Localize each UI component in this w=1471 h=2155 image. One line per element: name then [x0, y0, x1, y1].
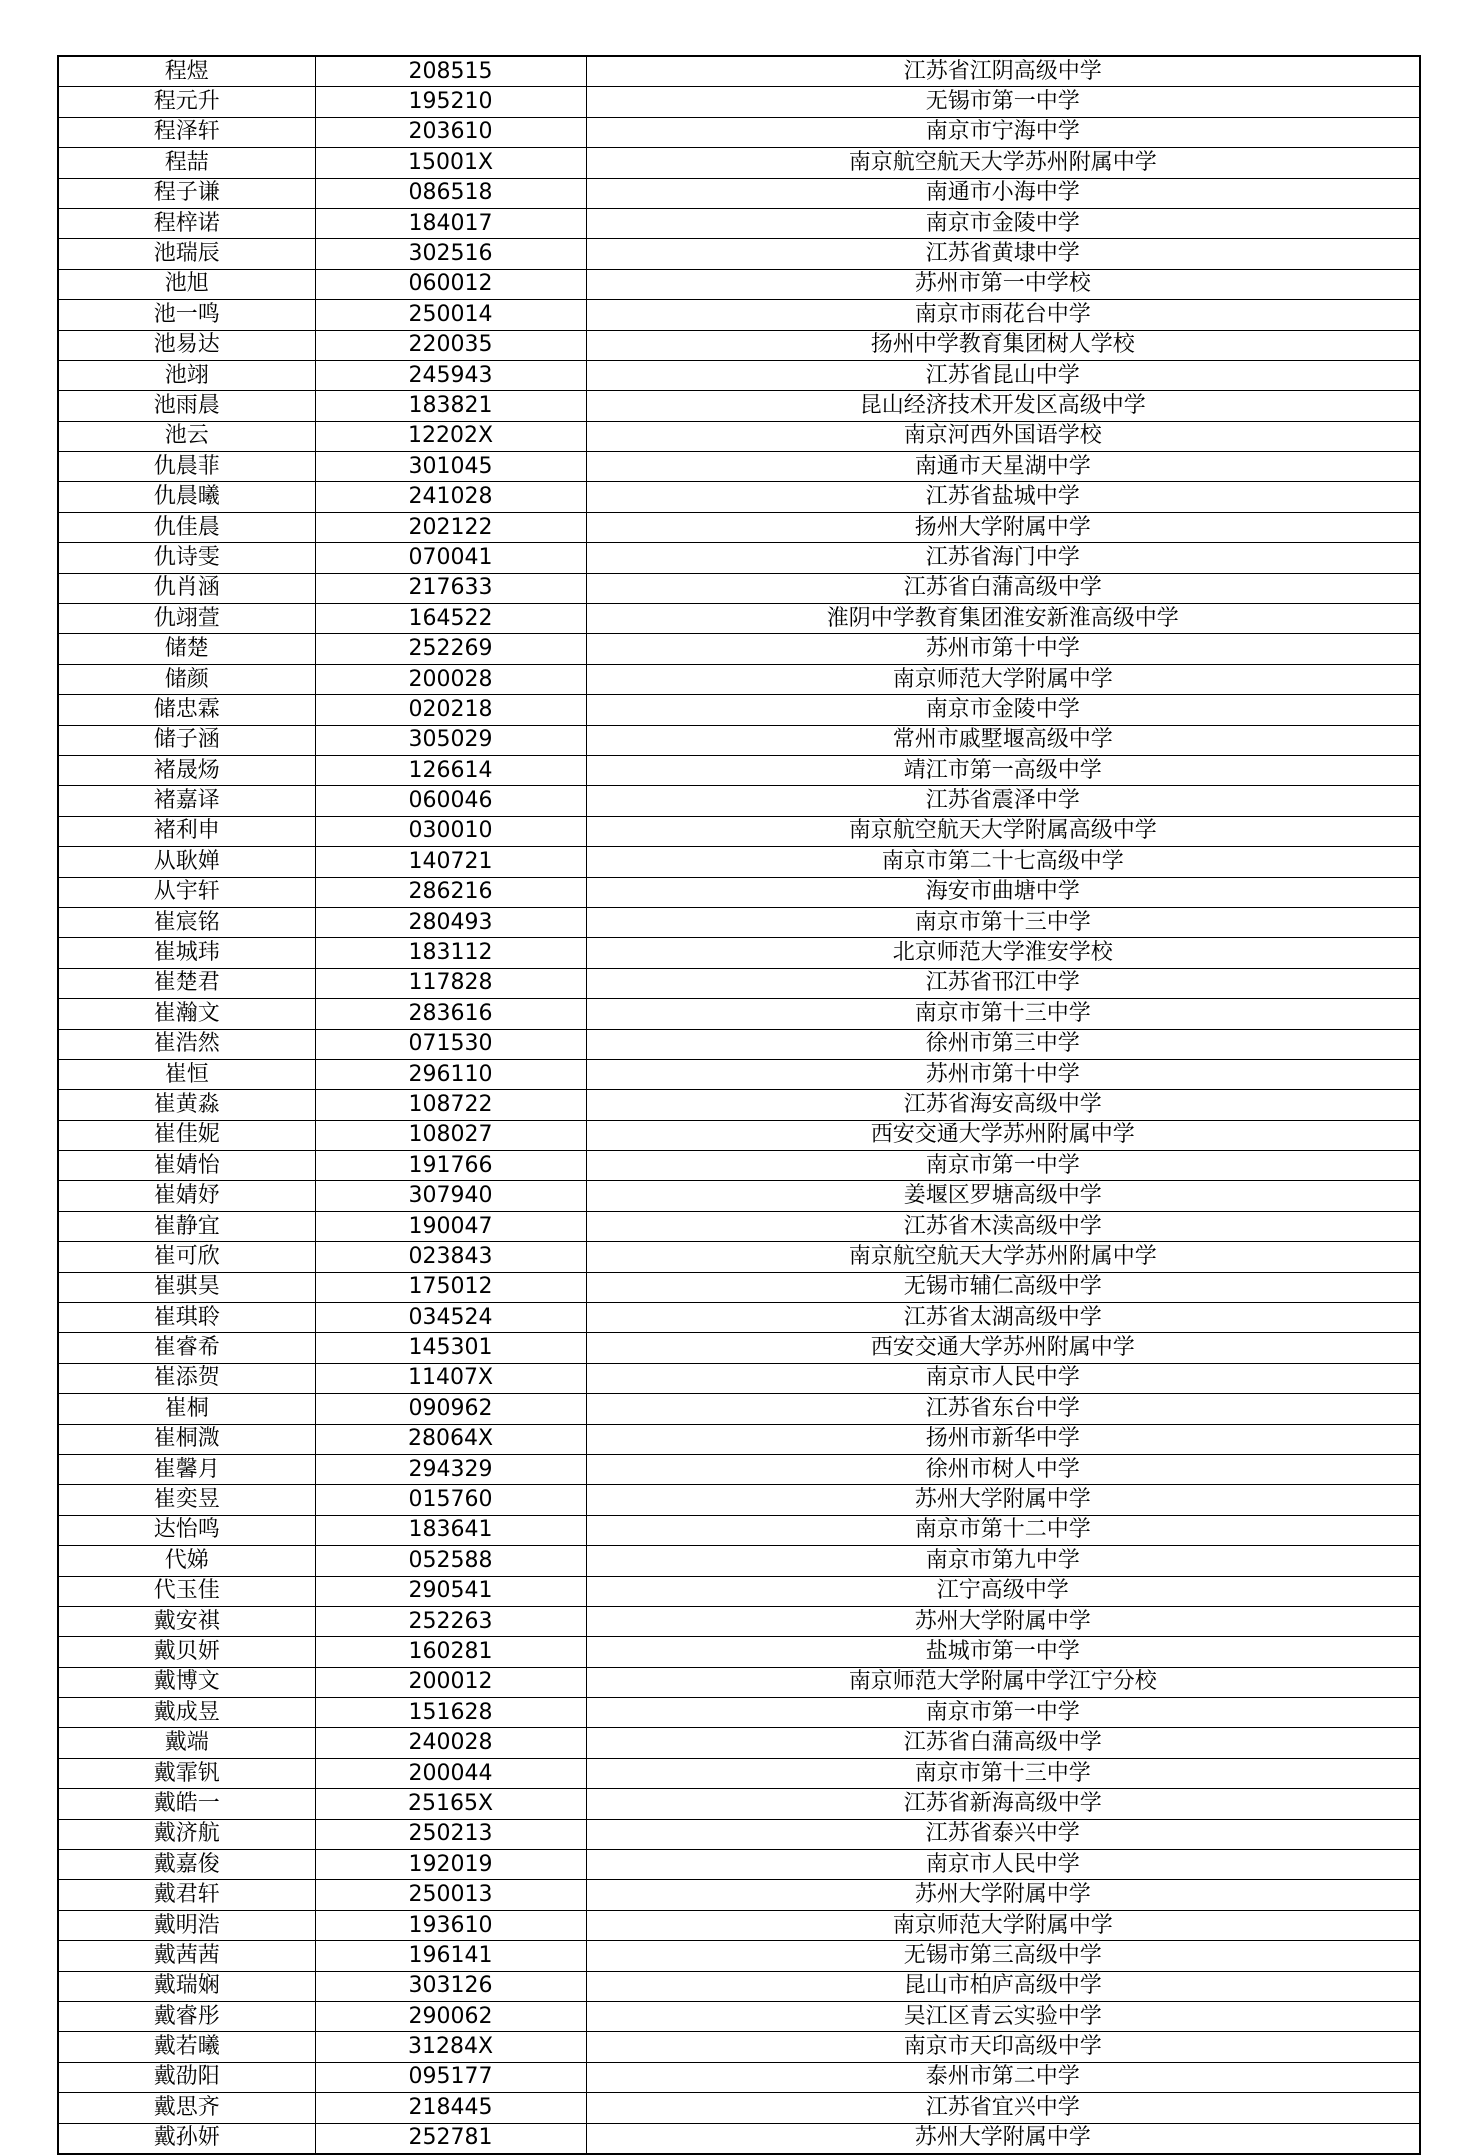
student-id-cell: 252781 — [315, 2123, 586, 2154]
student-id-cell: 200044 — [315, 1758, 586, 1788]
student-id-cell: 25165X — [315, 1789, 586, 1819]
school-cell: 南京市第十三中学 — [586, 907, 1420, 937]
table-row — [58, 269, 1420, 299]
student-name-cell: 崔恒 — [58, 1059, 315, 1089]
student-name-cell: 崔黄淼 — [58, 1090, 315, 1120]
student-name-cell: 程喆 — [58, 148, 315, 178]
student-id-cell: 086518 — [315, 178, 586, 208]
table-row — [58, 1819, 1420, 1849]
school-cell: 苏州大学附属中学 — [586, 1880, 1420, 1910]
table-row — [58, 1333, 1420, 1363]
table-row — [58, 1029, 1420, 1059]
student-name-cell: 崔馨月 — [58, 1454, 315, 1484]
student-id-cell: 175012 — [315, 1272, 586, 1302]
school-cell: 南京市金陵中学 — [586, 695, 1420, 725]
student-name-cell: 代玉佳 — [58, 1576, 315, 1606]
table-row — [58, 1576, 1420, 1606]
school-cell: 南京市第一中学 — [586, 1151, 1420, 1181]
student-id-cell: 060046 — [315, 786, 586, 816]
student-id-cell: 183112 — [315, 938, 586, 968]
student-name-cell: 戴劭阳 — [58, 2062, 315, 2092]
table-row — [58, 1272, 1420, 1302]
student-name-cell: 程子谦 — [58, 178, 315, 208]
school-cell: 江苏省昆山中学 — [586, 360, 1420, 390]
student-id-cell: 12202X — [315, 421, 586, 451]
table-row — [58, 178, 1420, 208]
table-row — [58, 117, 1420, 147]
student-id-cell: 283616 — [315, 999, 586, 1029]
table-row — [58, 1941, 1420, 1971]
student-id-cell: 151628 — [315, 1698, 586, 1728]
school-cell: 苏州市第十中学 — [586, 1059, 1420, 1089]
student-name-cell: 崔瀚文 — [58, 999, 315, 1029]
school-cell: 吴江区青云实验中学 — [586, 2002, 1420, 2032]
student-id-cell: 250013 — [315, 1880, 586, 1910]
student-name-cell: 崔静宜 — [58, 1211, 315, 1241]
student-name-cell: 戴皓一 — [58, 1789, 315, 1819]
student-id-cell: 31284X — [315, 2032, 586, 2062]
student-id-cell: 307940 — [315, 1181, 586, 1211]
school-cell: 南京市第二十七高级中学 — [586, 847, 1420, 877]
student-id-cell: 164522 — [315, 604, 586, 634]
school-cell: 江苏省震泽中学 — [586, 786, 1420, 816]
student-name-cell: 戴济航 — [58, 1819, 315, 1849]
student-name-cell: 程梓诺 — [58, 208, 315, 238]
student-name-cell: 戴博文 — [58, 1667, 315, 1697]
table-row — [58, 1606, 1420, 1636]
school-cell: 南京河西外国语学校 — [586, 421, 1420, 451]
student-name-cell: 代娣 — [58, 1546, 315, 1576]
table-row — [58, 1151, 1420, 1181]
student-name-cell: 戴瑞娴 — [58, 1971, 315, 2001]
student-id-cell: 252269 — [315, 634, 586, 664]
school-cell: 南京市人民中学 — [586, 1363, 1420, 1393]
student-id-cell: 200028 — [315, 664, 586, 694]
table-row — [58, 421, 1420, 451]
school-cell: 南通市小海中学 — [586, 178, 1420, 208]
school-cell: 常州市戚墅堰高级中学 — [586, 725, 1420, 755]
student-id-cell: 015760 — [315, 1485, 586, 1515]
table-row — [58, 573, 1420, 603]
student-name-cell: 崔城玮 — [58, 938, 315, 968]
table-row — [58, 2002, 1420, 2032]
student-id-cell: 183641 — [315, 1515, 586, 1545]
student-name-cell: 戴成昱 — [58, 1698, 315, 1728]
school-cell: 苏州市第十中学 — [586, 634, 1420, 664]
student-id-cell: 303126 — [315, 1971, 586, 2001]
table-row — [58, 2032, 1420, 2062]
student-name-cell: 池翊 — [58, 360, 315, 390]
table-row — [58, 2093, 1420, 2123]
school-cell: 扬州大学附属中学 — [586, 512, 1420, 542]
student-id-cell: 217633 — [315, 573, 586, 603]
student-id-cell: 203610 — [315, 117, 586, 147]
student-id-cell: 286216 — [315, 877, 586, 907]
student-id-cell: 090962 — [315, 1394, 586, 1424]
table-row — [58, 755, 1420, 785]
student-name-cell: 仇翊萱 — [58, 604, 315, 634]
school-cell: 南京市金陵中学 — [586, 208, 1420, 238]
student-id-cell: 160281 — [315, 1637, 586, 1667]
student-id-cell: 296110 — [315, 1059, 586, 1089]
student-name-cell: 崔睿希 — [58, 1333, 315, 1363]
school-cell: 南京师范大学附属中学 — [586, 664, 1420, 694]
school-cell: 江苏省海安高级中学 — [586, 1090, 1420, 1120]
student-name-cell: 池一鸣 — [58, 300, 315, 330]
student-id-cell: 195210 — [315, 87, 586, 117]
table-row — [58, 1485, 1420, 1515]
student-id-cell: 191766 — [315, 1151, 586, 1181]
school-cell: 南京市第十三中学 — [586, 999, 1420, 1029]
table-body — [58, 56, 1420, 2154]
school-cell: 海安市曲塘中学 — [586, 877, 1420, 907]
student-id-cell: 290062 — [315, 2002, 586, 2032]
student-name-cell: 池云 — [58, 421, 315, 451]
school-cell: 江宁高级中学 — [586, 1576, 1420, 1606]
student-id-cell: 126614 — [315, 755, 586, 785]
student-id-cell: 071530 — [315, 1029, 586, 1059]
student-id-cell: 052588 — [315, 1546, 586, 1576]
school-cell: 江苏省宜兴中学 — [586, 2093, 1420, 2123]
table-row — [58, 148, 1420, 178]
student-name-cell: 戴霏钒 — [58, 1758, 315, 1788]
table-row — [58, 1303, 1420, 1333]
student-name-cell: 崔婧妤 — [58, 1181, 315, 1211]
student-id-cell: 192019 — [315, 1850, 586, 1880]
school-cell: 无锡市第一中学 — [586, 87, 1420, 117]
school-cell: 昆山市柏庐高级中学 — [586, 1971, 1420, 2001]
student-name-cell: 达怡鸣 — [58, 1515, 315, 1545]
student-name-cell: 崔可欣 — [58, 1242, 315, 1272]
school-cell: 西安交通大学苏州附属中学 — [586, 1333, 1420, 1363]
table-row — [58, 634, 1420, 664]
school-cell: 徐州市树人中学 — [586, 1454, 1420, 1484]
student-id-cell: 252263 — [315, 1606, 586, 1636]
table-row — [58, 847, 1420, 877]
school-cell: 江苏省东台中学 — [586, 1394, 1420, 1424]
student-id-cell: 030010 — [315, 816, 586, 846]
student-name-cell: 戴贝妍 — [58, 1637, 315, 1667]
student-name-cell: 褚晟炀 — [58, 755, 315, 785]
school-cell: 南京航空航天大学附属高级中学 — [586, 816, 1420, 846]
school-cell: 南京航空航天大学苏州附属中学 — [586, 148, 1420, 178]
student-name-cell: 褚嘉译 — [58, 786, 315, 816]
school-cell: 南京师范大学附属中学 — [586, 1910, 1420, 1940]
school-cell: 南京市第十三中学 — [586, 1758, 1420, 1788]
student-name-cell: 池瑞辰 — [58, 239, 315, 269]
table-row — [58, 1971, 1420, 2001]
table-row — [58, 2062, 1420, 2092]
student-id-cell: 208515 — [315, 56, 586, 87]
school-cell: 江苏省邗江中学 — [586, 968, 1420, 998]
school-cell: 靖江市第一高级中学 — [586, 755, 1420, 785]
table-row — [58, 56, 1420, 87]
student-id-cell: 220035 — [315, 330, 586, 360]
student-name-cell: 储颜 — [58, 664, 315, 694]
student-id-cell: 250213 — [315, 1819, 586, 1849]
school-cell: 北京师范大学淮安学校 — [586, 938, 1420, 968]
student-name-cell: 崔佳妮 — [58, 1120, 315, 1150]
table-row — [58, 391, 1420, 421]
student-name-cell: 储子涵 — [58, 725, 315, 755]
student-id-cell: 145301 — [315, 1333, 586, 1363]
student-table — [57, 55, 1421, 2155]
table-row — [58, 482, 1420, 512]
table-row — [58, 1910, 1420, 1940]
student-id-cell: 290541 — [315, 1576, 586, 1606]
school-cell: 苏州大学附属中学 — [586, 2123, 1420, 2154]
student-name-cell: 崔桐溦 — [58, 1424, 315, 1454]
student-id-cell: 108027 — [315, 1120, 586, 1150]
school-cell: 盐城市第一中学 — [586, 1637, 1420, 1667]
student-id-cell: 218445 — [315, 2093, 586, 2123]
table-row — [58, 1728, 1420, 1758]
table-row — [58, 877, 1420, 907]
table-row — [58, 1363, 1420, 1393]
table-row — [58, 330, 1420, 360]
school-cell: 扬州中学教育集团树人学校 — [586, 330, 1420, 360]
table-row — [58, 512, 1420, 542]
school-cell: 南京市天印高级中学 — [586, 2032, 1420, 2062]
school-cell: 西安交通大学苏州附属中学 — [586, 1120, 1420, 1150]
table-row — [58, 968, 1420, 998]
student-name-cell: 从宇轩 — [58, 877, 315, 907]
student-name-cell: 仇晨曦 — [58, 482, 315, 512]
school-cell: 姜堰区罗塘高级中学 — [586, 1181, 1420, 1211]
student-id-cell: 184017 — [315, 208, 586, 238]
table-row — [58, 1242, 1420, 1272]
table-row — [58, 695, 1420, 725]
school-cell: 江苏省海门中学 — [586, 543, 1420, 573]
table-row — [58, 1181, 1420, 1211]
school-cell: 江苏省新海高级中学 — [586, 1789, 1420, 1819]
table-row — [58, 1667, 1420, 1697]
student-name-cell: 崔桐 — [58, 1394, 315, 1424]
school-cell: 南京市第十二中学 — [586, 1515, 1420, 1545]
student-id-cell: 28064X — [315, 1424, 586, 1454]
table-row — [58, 452, 1420, 482]
table-row — [58, 1850, 1420, 1880]
student-id-cell: 301045 — [315, 452, 586, 482]
student-id-cell: 302516 — [315, 239, 586, 269]
table-row — [58, 239, 1420, 269]
student-name-cell: 崔琪聆 — [58, 1303, 315, 1333]
student-id-cell: 060012 — [315, 269, 586, 299]
school-cell: 无锡市第三高级中学 — [586, 1941, 1420, 1971]
table-row — [58, 87, 1420, 117]
student-name-cell: 仇诗雯 — [58, 543, 315, 573]
school-cell: 江苏省木渎高级中学 — [586, 1211, 1420, 1241]
student-id-cell: 034524 — [315, 1303, 586, 1333]
school-cell: 淮阴中学教育集团淮安新淮高级中学 — [586, 604, 1420, 634]
student-id-cell: 095177 — [315, 2062, 586, 2092]
student-name-cell: 戴明浩 — [58, 1910, 315, 1940]
table-row — [58, 360, 1420, 390]
student-id-cell: 240028 — [315, 1728, 586, 1758]
student-id-cell: 294329 — [315, 1454, 586, 1484]
student-id-cell: 070041 — [315, 543, 586, 573]
table-row — [58, 999, 1420, 1029]
student-id-cell: 11407X — [315, 1363, 586, 1393]
table-row — [58, 1394, 1420, 1424]
student-name-cell: 戴安祺 — [58, 1606, 315, 1636]
student-name-cell: 戴端 — [58, 1728, 315, 1758]
student-id-cell: 200012 — [315, 1667, 586, 1697]
school-cell: 江苏省盐城中学 — [586, 482, 1420, 512]
student-name-cell: 戴孙妍 — [58, 2123, 315, 2154]
table-row — [58, 1424, 1420, 1454]
school-cell: 泰州市第二中学 — [586, 2062, 1420, 2092]
student-name-cell: 池旭 — [58, 269, 315, 299]
school-cell: 苏州大学附属中学 — [586, 1485, 1420, 1515]
student-id-cell: 023843 — [315, 1242, 586, 1272]
student-name-cell: 仇肖涵 — [58, 573, 315, 603]
school-cell: 江苏省太湖高级中学 — [586, 1303, 1420, 1333]
student-name-cell: 崔浩然 — [58, 1029, 315, 1059]
table-row — [58, 1698, 1420, 1728]
school-cell: 南京师范大学附属中学江宁分校 — [586, 1667, 1420, 1697]
school-cell: 江苏省黄埭中学 — [586, 239, 1420, 269]
student-id-cell: 183821 — [315, 391, 586, 421]
table-row — [58, 907, 1420, 937]
student-name-cell: 崔宸铭 — [58, 907, 315, 937]
table-row — [58, 1454, 1420, 1484]
student-name-cell: 池雨晨 — [58, 391, 315, 421]
school-cell: 江苏省白蒲高级中学 — [586, 1728, 1420, 1758]
student-id-cell: 241028 — [315, 482, 586, 512]
student-id-cell: 250014 — [315, 300, 586, 330]
school-cell: 南京市宁海中学 — [586, 117, 1420, 147]
table-row — [58, 1059, 1420, 1089]
school-cell: 徐州市第三中学 — [586, 1029, 1420, 1059]
student-name-cell: 戴睿彤 — [58, 2002, 315, 2032]
student-name-cell: 戴思齐 — [58, 2093, 315, 2123]
table-row — [58, 1789, 1420, 1819]
school-cell: 江苏省泰兴中学 — [586, 1819, 1420, 1849]
school-cell: 无锡市辅仁高级中学 — [586, 1272, 1420, 1302]
student-name-cell: 崔奕昱 — [58, 1485, 315, 1515]
school-cell: 南京市人民中学 — [586, 1850, 1420, 1880]
table-row — [58, 938, 1420, 968]
student-name-cell: 戴嘉俊 — [58, 1850, 315, 1880]
student-name-cell: 崔楚君 — [58, 968, 315, 998]
table-row — [58, 2123, 1420, 2154]
student-name-cell: 戴若曦 — [58, 2032, 315, 2062]
student-id-cell: 140721 — [315, 847, 586, 877]
table-row — [58, 1090, 1420, 1120]
table-row — [58, 1515, 1420, 1545]
school-cell: 昆山经济技术开发区高级中学 — [586, 391, 1420, 421]
student-name-cell: 储忠霖 — [58, 695, 315, 725]
student-name-cell: 程泽轩 — [58, 117, 315, 147]
table-row — [58, 1211, 1420, 1241]
student-name-cell: 仇佳晨 — [58, 512, 315, 542]
student-name-cell: 崔添贺 — [58, 1363, 315, 1393]
school-cell: 南京市第一中学 — [586, 1698, 1420, 1728]
student-name-cell: 仇晨菲 — [58, 452, 315, 482]
student-name-cell: 戴茜茜 — [58, 1941, 315, 1971]
student-id-cell: 280493 — [315, 907, 586, 937]
student-name-cell: 储楚 — [58, 634, 315, 664]
school-cell: 南京市雨花台中学 — [586, 300, 1420, 330]
student-id-cell: 15001X — [315, 148, 586, 178]
table-row — [58, 1637, 1420, 1667]
table-row — [58, 1758, 1420, 1788]
table-row — [58, 1120, 1420, 1150]
student-id-cell: 193610 — [315, 1910, 586, 1940]
student-id-cell: 190047 — [315, 1211, 586, 1241]
table-row — [58, 1880, 1420, 1910]
school-cell: 苏州市第一中学校 — [586, 269, 1420, 299]
table-row — [58, 543, 1420, 573]
school-cell: 江苏省江阴高级中学 — [586, 56, 1420, 87]
school-cell: 南通市天星湖中学 — [586, 452, 1420, 482]
student-name-cell: 从耿婵 — [58, 847, 315, 877]
school-cell: 江苏省白蒲高级中学 — [586, 573, 1420, 603]
school-cell: 南京市第九中学 — [586, 1546, 1420, 1576]
table-row — [58, 816, 1420, 846]
school-cell: 南京航空航天大学苏州附属中学 — [586, 1242, 1420, 1272]
table-row — [58, 786, 1420, 816]
school-cell: 扬州市新华中学 — [586, 1424, 1420, 1454]
table-row — [58, 208, 1420, 238]
table-row — [58, 300, 1420, 330]
table-row — [58, 725, 1420, 755]
student-name-cell: 程煜 — [58, 56, 315, 87]
student-name-cell: 池易达 — [58, 330, 315, 360]
student-name-cell: 戴君轩 — [58, 1880, 315, 1910]
table-row — [58, 604, 1420, 634]
student-id-cell: 117828 — [315, 968, 586, 998]
student-id-cell: 020218 — [315, 695, 586, 725]
student-id-cell: 108722 — [315, 1090, 586, 1120]
student-id-cell: 305029 — [315, 725, 586, 755]
student-id-cell: 196141 — [315, 1941, 586, 1971]
school-cell: 苏州大学附属中学 — [586, 1606, 1420, 1636]
table-row — [58, 1546, 1420, 1576]
student-name-cell: 崔婧怡 — [58, 1151, 315, 1181]
student-id-cell: 202122 — [315, 512, 586, 542]
student-name-cell: 褚利申 — [58, 816, 315, 846]
student-name-cell: 程元升 — [58, 87, 315, 117]
table-row — [58, 664, 1420, 694]
student-name-cell: 崔骐昊 — [58, 1272, 315, 1302]
student-id-cell: 245943 — [315, 360, 586, 390]
